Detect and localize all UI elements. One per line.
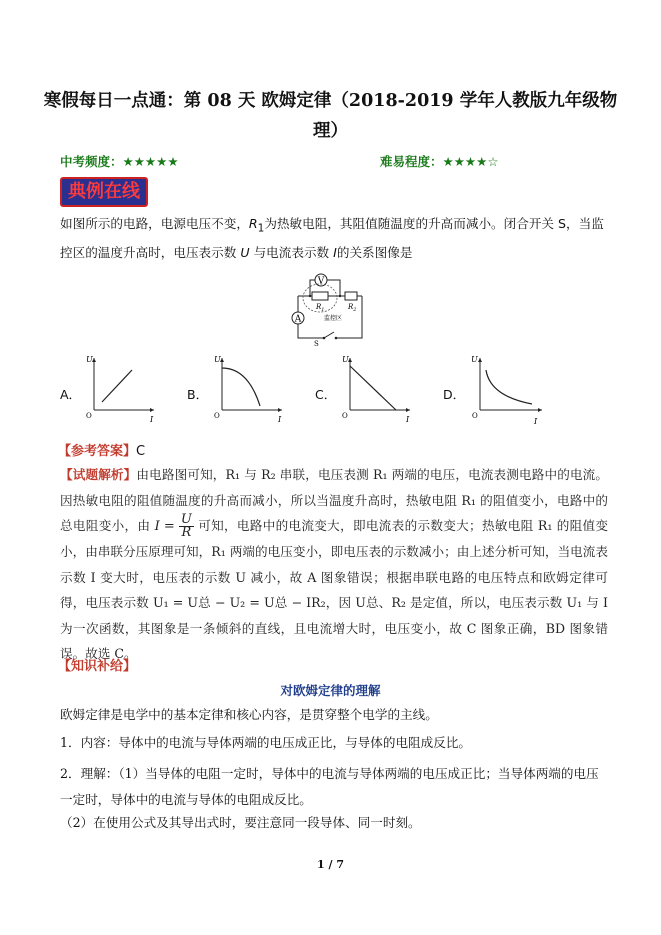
option-c-label: C． (315, 387, 337, 402)
graph-a-origin: O (86, 412, 92, 420)
difficulty-stars: ★★★★☆ (442, 154, 499, 169)
graph-b-x-label: I (278, 415, 282, 424)
graph-a-y-label: U (86, 355, 93, 364)
example-banner: 典例在线 (60, 177, 148, 207)
formula-numerator: U (180, 511, 192, 527)
graph-a (82, 352, 162, 424)
graph-d-curve (486, 370, 532, 404)
exam-frequency (60, 152, 179, 170)
analysis-block (60, 462, 608, 667)
knowledge-line-2: 1．内容：导体中的电流与导体两端的电压成正比，与导体的电阻成反比。 (60, 735, 472, 750)
formula-i: I = (154, 518, 175, 534)
circuit-diagram (290, 268, 380, 346)
graph-c-x-label: I (406, 415, 410, 424)
switch-label: S (314, 340, 319, 346)
graph-c (338, 352, 418, 424)
ohm-formula (154, 511, 194, 540)
question-i: I (333, 244, 337, 260)
graph-b-curve (222, 368, 260, 406)
difficulty-label: 难易程度： (380, 154, 443, 169)
knowledge-line-3: 2．理解：（1）当导体的电阻一定时，导体中的电流与导体两端的电压成正比；当导体两端的电压一定时，导体中的电流与导体的电阻成反比。 (60, 766, 599, 807)
question-part3: 与电流表示数 (253, 244, 334, 260)
analysis-tag: 【试题解析】 (60, 467, 137, 482)
exam-frequency-label: 中考频度： (60, 154, 123, 169)
option-a-label: A． (60, 387, 82, 402)
question-r1: R (248, 216, 258, 231)
graph-b-y-label: U (214, 355, 221, 364)
r1-label: $R_1$ (316, 303, 325, 313)
thermistor-r1 (312, 292, 328, 300)
option-d-label: D． (443, 387, 466, 402)
graph-a-curve (102, 370, 132, 402)
graph-d-x-label: I (534, 417, 538, 426)
difficulty (380, 152, 499, 170)
r2-label: $R_2$ (348, 303, 357, 313)
knowledge-tag: 【知识补给】 (58, 659, 137, 674)
graph-c-curve (350, 366, 396, 410)
formula-denominator: R (181, 524, 192, 540)
answer-tag: 【参考答案】 (58, 444, 137, 459)
question-text (60, 212, 605, 264)
knowledge-line-1: 欧姆定律是电学中的基本定律和核心内容，是贯穿整个电学的主线。 (60, 707, 438, 722)
knowledge-heading: 对欧姆定律的理解 (280, 683, 381, 698)
question-u: U (240, 244, 250, 260)
question-r1-sub: 1 (257, 222, 265, 235)
ammeter-label: A (294, 314, 302, 325)
graph-d (466, 352, 550, 426)
exam-frequency-stars: ★★★★★ (122, 154, 179, 169)
analysis-text-1: 由电路图可知，R₁ 与 R₂ 串联，电压表测 R₁ 两端的电压，电流表测电路中的电流。因热敏电阻的阻值随温度的升高而减小，所以当温度升高时，热敏电阻 R₁ 的阻值变小，电路中的总电阻变小，由 (60, 467, 609, 533)
graph-c-y-label: U (342, 355, 349, 364)
zone-label: 监控区 (324, 315, 343, 322)
graph-b (210, 352, 290, 424)
knowledge-line-4: （2）在使用公式及其导出式时，要注意同一段导体、同一时刻。 (60, 815, 421, 830)
graph-a-x-label: I (150, 415, 154, 424)
graph-d-y-label: U (471, 355, 478, 364)
graph-b-origin: O (214, 412, 220, 420)
question-part1: 如图所示的电路，电源电压不变， (60, 216, 249, 231)
answer-line (58, 440, 145, 459)
question-part2: 为热敏电阻，其阻值随温度的升高而减小。闭合开关 S，当监控区的温度升高时，电压表示数 (60, 216, 604, 260)
page-number: 1 / 7 (317, 858, 344, 871)
option-b-label: B． (187, 387, 209, 402)
analysis-text-2: 可知，电路中的电流变大，即电流表的示数变大；热敏电阻 R₁ 的阻值变小，由串联分压原理可知，R₁ 两端的电压变小，即电压表的示数减小；由上述分析可知，当电流表示数 I 变大时，电压表的示数 U 减小，故 A 图象错误；根据串联电路的电压特点和欧姆定律可得，电压表示数 U₁ = U总 − U₂ = U总 − IR₂，因 U总、R₂ 是定值，所以，电压表示数 U₁ 与 I 为一次函数，其图象是一条倾斜的直线，且电流增大时，电压变小，故 C 图象正确，BD 图象错误。故选 C。 (60, 518, 608, 662)
graph-d-origin: O (472, 412, 478, 420)
question-part4: 的关系图像是 (336, 244, 413, 260)
graph-c-origin: O (342, 412, 348, 420)
voltmeter-label: V (317, 276, 325, 287)
page-title: 寒假每日一点通：第 08 天 欧姆定律（2018-2019 学年人教版九年级物理） (43, 91, 618, 141)
answer-value: C (136, 444, 146, 459)
resistor-r2 (345, 292, 357, 300)
